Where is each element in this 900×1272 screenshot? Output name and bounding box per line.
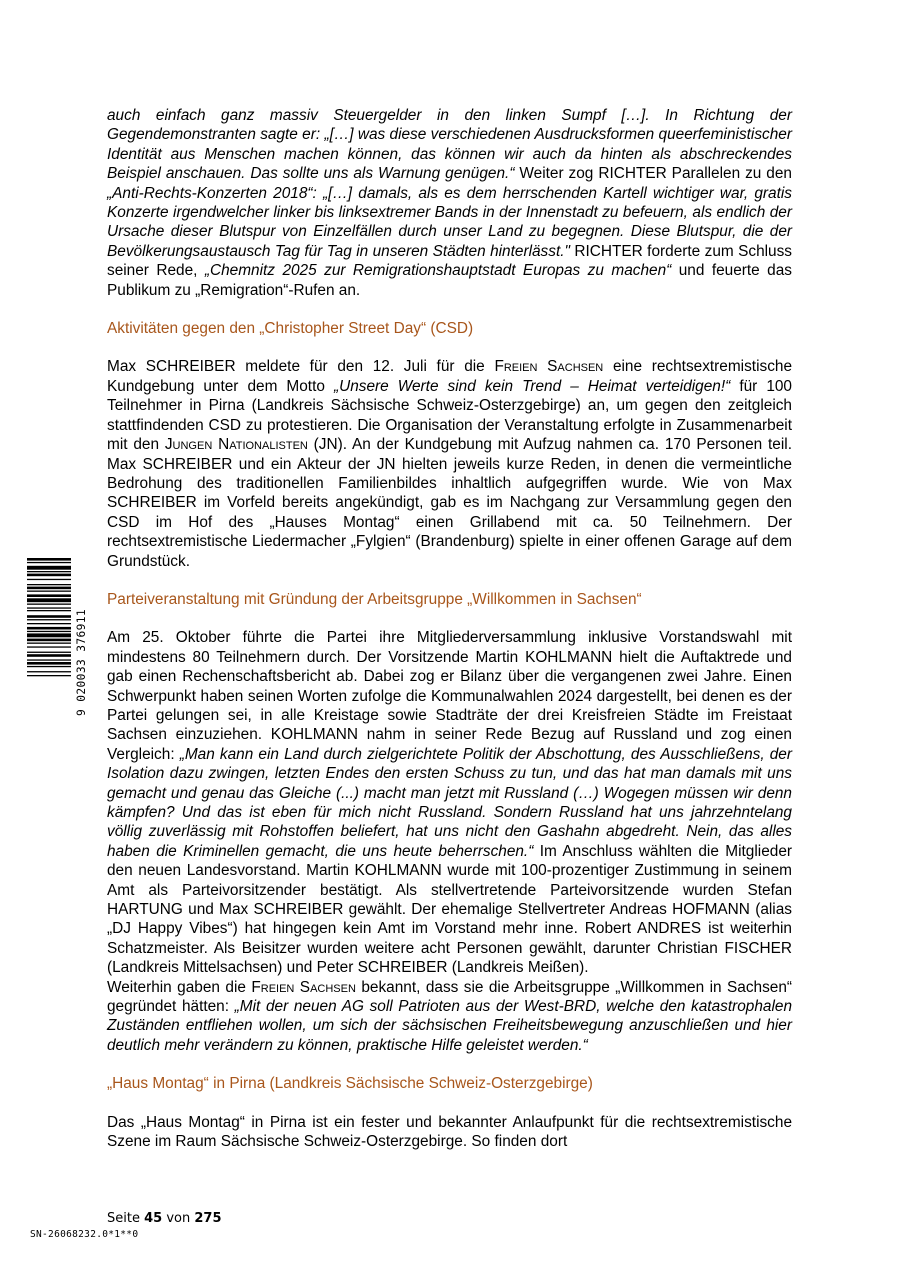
barcode-bar (27, 598, 71, 602)
document-id: SN-26068232.0*1**0 (30, 1229, 139, 1240)
barcode-bar (27, 623, 71, 624)
barcode-bar (27, 659, 71, 660)
barcode-bar (27, 646, 71, 647)
barcode-bar (27, 654, 71, 657)
p2-run: „Unsere Werte sind kein Trend – Heimat verteidigen!“ (333, 377, 731, 395)
p3-run: Am 25. Oktober führte die Partei ihre Mitgliederversammlung inklusive Vorstandswahl mit mindestens 80 Teilnehmern durch. Der Vorsitzende Martin KOHLMANN hielt die Auftaktrede und gab einen Rechenschaftsbericht ab. Dabei zog er Bilanz über die vergangenen zwei Jahre. Einen Schwerpunkt haben seinen Worten zufolge die Kommunalwahlen 2024 dargestellt, bei denen es der Partei gelungen sei, in alle Kreistage sowie Stadträte der drei Kreisfreien Städte im Freistaat Sachsen einzuziehen. KOHLMANN nahm in seiner Rede Bezug auf Russland und zog einen Vergleich: (107, 629, 792, 763)
page-footer (107, 1210, 222, 1228)
p2-run: Max SCHREIBER meldete für den 12. Juli für die (107, 358, 495, 376)
footer-page-total: 275 (194, 1211, 222, 1226)
barcode-bar (27, 571, 71, 572)
section-heading-csd: Aktivitäten gegen den „Christopher Street Day“ (CSD) (107, 320, 474, 338)
barcode-bar (27, 566, 71, 570)
barcode-bar (27, 615, 71, 618)
barcode-bar (27, 643, 71, 644)
barcode-bar (27, 558, 71, 561)
p4-run: „Mit der neuen AG soll Patrioten aus der West-BRD, welche den katastrophalen Zuständen entfliehen wollen, um sich der sächsischen Freiheitsbewegung anzuschließen und hier deutlich mehr verändern zu können, praktische Hilfe geleistet werden.“ (107, 998, 792, 1054)
barcode-digits (74, 560, 90, 716)
barcode-bar (27, 604, 71, 605)
barcode-bar (27, 631, 71, 632)
p3-run: „Man kann ein Land durch zielgerichtete Politik der Abschottung, des Ausschließens, der Isolation dazu zwingen, letzten Endes den ersten Schuss zu tun, und das hat man damals mit uns gemacht und genau das Gleiche (...) macht man jetzt mit Russland (…) Wogegen müssen wir denn kämpfen? Und das ist eben für mich nicht Russland. Sondern Russland hat uns jahrzehntelang völlig zuverlässig mit Rohstoffen beliefert, hat uns nicht den Gashahn abgedreht. Nein, das alles haben die Kriminellen gemacht, die uns heute beherrschen.“ (107, 745, 792, 860)
paragraph-mitgliederversammlung (107, 628, 792, 977)
barcode-bar (27, 639, 71, 642)
p1-run: und feuerte das Publikum zu „Remigration“-Rufen an. (107, 262, 792, 299)
p2-run: für 100 Teilnehmer in Pirna (Landkreis Sächsische Schweiz-Osterzgebirge) an, um gegen den zeitgleich stattfindenden CSD zu protestieren. Die Organisation der Veranstaltung erfolgte in Zusammenarbeit mit den (107, 377, 792, 454)
p1-run: „Chemnitz 2025 zur Remigrationshauptstadt Europas zu machen“ (204, 262, 672, 280)
barcode-bar (27, 579, 71, 580)
footer-page-number: 45 (144, 1211, 163, 1226)
footer-seite-label: Seite (107, 1211, 140, 1226)
p1-run: RICHTER forderte zum Schluss seiner Rede, (107, 242, 792, 280)
barcode-bar (27, 562, 71, 563)
p2-run: Freien Sachsen (494, 358, 604, 376)
paragraph-willkommen-in-sachsen (107, 978, 792, 1056)
section-heading-haus-montag: „Haus Montag“ in Pirna (Landkreis Sächsische Schweiz-Osterzgebirge) (107, 1075, 593, 1093)
p1-run: auch einfach ganz massiv Steuergelder in den linken Sumpf […]. In Richtung der Gegendemonstranten sagte er: „[…] was diese verschiedenen Ausdrucksformen queerfeministischer Identität aus Menschen machen können, das können wir auch da hinten als abschreckendes Beispiel anschauen. Das sollte uns als Warnung genügen.“ (107, 107, 792, 183)
document-page (107, 106, 792, 1152)
p1-run: „Anti-Rechts-Konzerten 2018“: „[…] damals, als es dem herrschenden Kartell wichtiger war, gratis Konzerte irgendwelcher linker bis linksextremer Bands in der Innenstadt zu befeuern, als endlich der Ursache dieser Blutspur von Einzelfällen durch unser Land zu begegnen. Diese Blutspur, die der Bevölkerungsaustausch Tag für Tag in unseren Städten hinterlässt." (107, 184, 792, 260)
p3-run: Im Anschluss wählten die Mitglieder den neuen Landesvorstand. Martin KOHLMANN wurde mit 100-prozentiger Zustimmung in seinem Amt als Parteivorsitzender bestätigt. Als stellvertretende Parteivorsitzende wurden Stefan HARTUNG und Max SCHREIBER gewählt. Der ehemalige Stellvertreter Andreas HOFMANN (alias „DJ Happy Vibes“) hat hingegen kein Amt im Vorstand mehr inne. Robert ANDRES ist weiterhin Schatzmeister. Als Beisitzer wurden weitere acht Personen gewählt, darunter Christian FISCHER (Landkreis Mittelsachsen) und Peter SCHREIBER (Landkreis Meißen). (107, 842, 792, 977)
p4-run: Weiterhin gaben die (107, 978, 252, 996)
barcode-bar (27, 666, 71, 667)
barcode-bar (27, 610, 71, 611)
p4-run: bekannt, dass sie die Arbeitsgruppe „Willkommen in Sachsen“ gegründet hätten: (107, 978, 793, 1016)
p5-run: Das „Haus Montag“ in Pirna ist ein fester und bekannter Anlaufpunkt für die rechtsextremistische Szene im Raum Sächsische Schweiz-Osterzgebirge. So finden dort (107, 1113, 792, 1151)
p2-run: (JN). An der Kundgebung mit Aufzug nahmen ca. 170 Personen teil. Max SCHREIBER und ein Akteur der JN hielten jeweils kurze Reden, in denen die vermeintliche Bedrohung des traditionellen Familienbildes inhaltlich aufgegriffen wurde. Wie von Max SCHREIBER im Vorfeld bereits angekündigt, gab es im Nachgang zur Versammlung gegen den CSD im Hof des „Hauses Montag“ einen Grillabend mit ca. 50 Teilnehmern. Der rechtsextremistische Liedermacher „Fylgien“ (Brandenburg) spielte in einer offenen Garage auf dem Grundstück. (107, 436, 792, 570)
paragraph-richter-speech (107, 106, 792, 300)
barcode-bar (27, 574, 71, 577)
svg-text:9 020033 376911: 9 020033 376911 (75, 608, 88, 716)
barcode-image (27, 558, 71, 718)
footer-von-label: von (166, 1211, 191, 1226)
barcode-bar (27, 591, 71, 592)
paragraph-haus-montag (107, 1113, 792, 1152)
barcode-bar (27, 584, 71, 585)
p2-run: eine rechtsextremistische Kundgebung unter dem Motto (107, 358, 793, 395)
section-heading-arbeitsgruppe: Parteiveranstaltung mit Gründung der Arbeitsgruppe „Willkommen in Sachsen“ (107, 590, 642, 608)
barcode-bar (27, 594, 71, 597)
barcode-bar (27, 675, 71, 676)
barcode-bar (27, 662, 71, 665)
barcode-bar (27, 633, 71, 637)
barcode-bar (27, 627, 71, 630)
barcode-bar (27, 652, 71, 653)
barcode-bar (27, 587, 71, 590)
barcode-bar (27, 671, 71, 672)
paragraph-csd (107, 357, 792, 570)
p2-run: Jungen Nationalisten (164, 436, 308, 454)
p4-run: Freien Sachsen (251, 978, 356, 996)
p1-run: Weiter zog RICHTER Parallelen zu den (514, 165, 792, 183)
barcode-bar (27, 607, 71, 608)
barcode-bar (27, 619, 71, 620)
